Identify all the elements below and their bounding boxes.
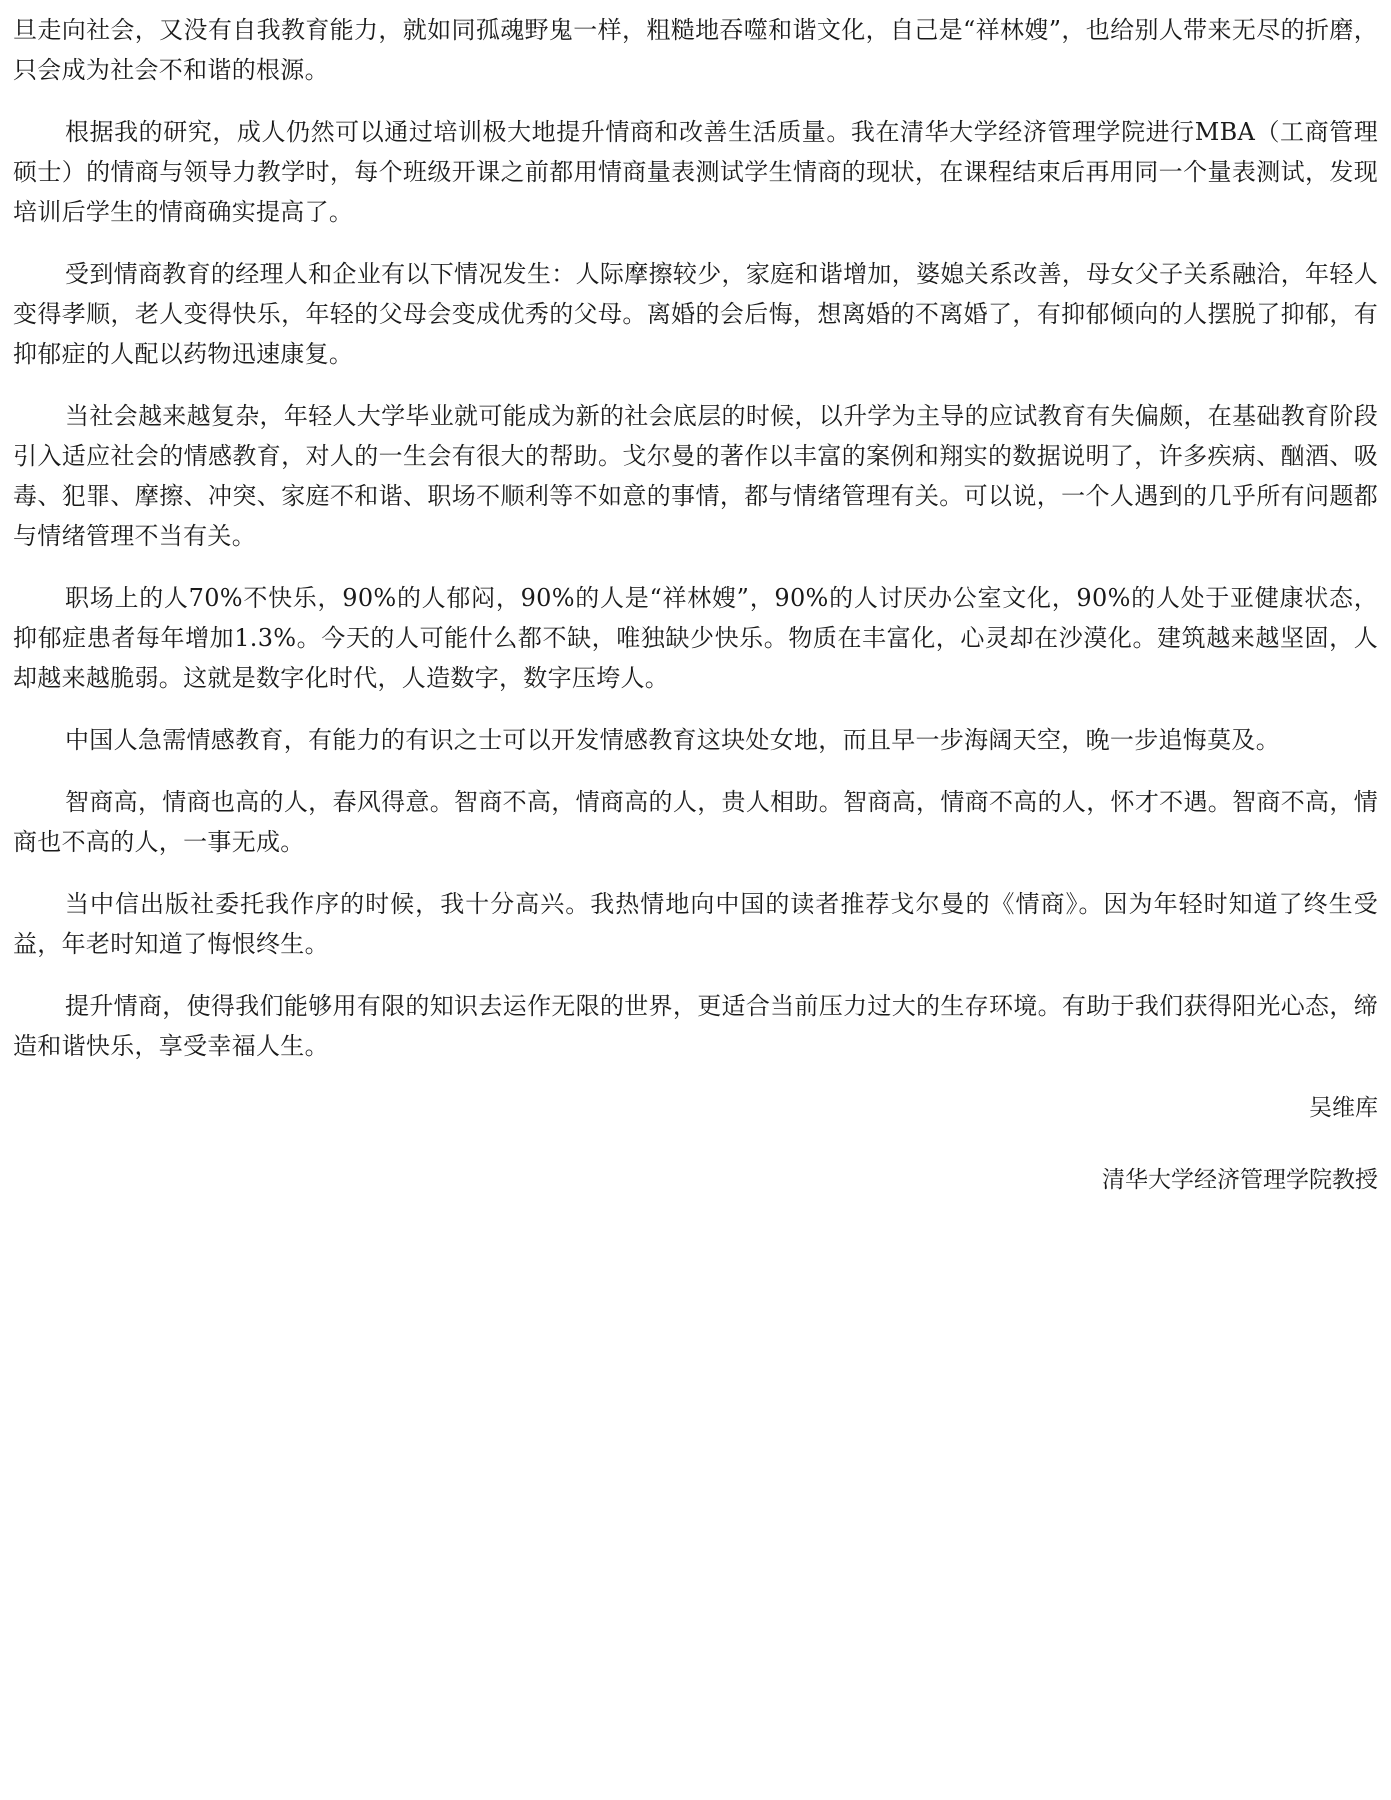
paragraph: 中国人急需情感教育，有能力的有识之士可以开发情感教育这块处女地，而且早一步海阔天空，晚一步追悔莫及。 (65, 726, 1280, 754)
author-name: 吴维库 (1309, 1095, 1378, 1121)
paragraph: 职场上的人70%不快乐，90%的人郁闷，90%的人是“祥林嫂”，90%的人讨厌办公室文化，90%的人处于亚健康状态，抑郁症患者每年增加1.3%。今天的人可能什么都不缺，唯独缺少快乐。物质在丰富化，心灵却在沙漠化。建筑越来越坚固，人却越来越脆弱。这就是数字化时代，人造数字，数字压垮人。 (13, 584, 1378, 692)
document-page (13, 10, 1378, 1200)
author-affiliation: 清华大学经济管理学院教授 (1102, 1167, 1378, 1193)
paragraph: 受到情商教育的经理人和企业有以下情况发生：人际摩擦较少，家庭和谐增加，婆媳关系改善，母女父子关系融洽，年轻人变得孝顺，老人变得快乐，年轻的父母会变成优秀的父母。离婚的会后悔，想离婚的不离婚了，有抑郁倾向的人摆脱了抑郁，有抑郁症的人配以药物迅速康复。 (13, 260, 1378, 368)
paragraph: 根据我的研究，成人仍然可以通过培训极大地提升情商和改善生活质量。我在清华大学经济管理学院进行MBA（工商管理硕士）的情商与领导力教学时，每个班级开课之前都用情商量表测试学生情商的现状，在课程结束后再用同一个量表测试，发现培训后学生的情商确实提高了。 (13, 118, 1378, 226)
paragraph: 当中信出版社委托我作序的时候，我十分高兴。我热情地向中国的读者推荐戈尔曼的《情商》。因为年轻时知道了终生受益，年老时知道了悔恨终生。 (13, 890, 1378, 958)
paragraph-continued: 旦走向社会，又没有自我教育能力，就如同孤魂野鬼一样，粗糙地吞噬和谐文化，自己是“祥林嫂”，也给别人带来无尽的折磨，只会成为社会不和谐的根源。 (13, 16, 1378, 84)
paragraph: 当社会越来越复杂，年轻人大学毕业就可能成为新的社会底层的时候，以升学为主导的应试教育有失偏颇，在基础教育阶段引入适应社会的情感教育，对人的一生会有很大的帮助。戈尔曼的著作以丰富的案例和翔实的数据说明了，许多疾病、酗酒、吸毒、犯罪、摩擦、冲突、家庭不和谐、职场不顺利等不如意的事情，都与情绪管理有关。可以说，一个人遇到的几乎所有问题都与情绪管理不当有关。 (13, 402, 1378, 550)
paragraph: 提升情商，使得我们能够用有限的知识去运作无限的世界，更适合当前压力过大的生存环境。有助于我们获得阳光心态，缔造和谐快乐，享受幸福人生。 (13, 992, 1378, 1060)
paragraph: 智商高，情商也高的人，春风得意。智商不高，情商高的人，贵人相助。智商高，情商不高的人，怀才不遇。智商不高，情商也不高的人，一事无成。 (13, 788, 1378, 856)
